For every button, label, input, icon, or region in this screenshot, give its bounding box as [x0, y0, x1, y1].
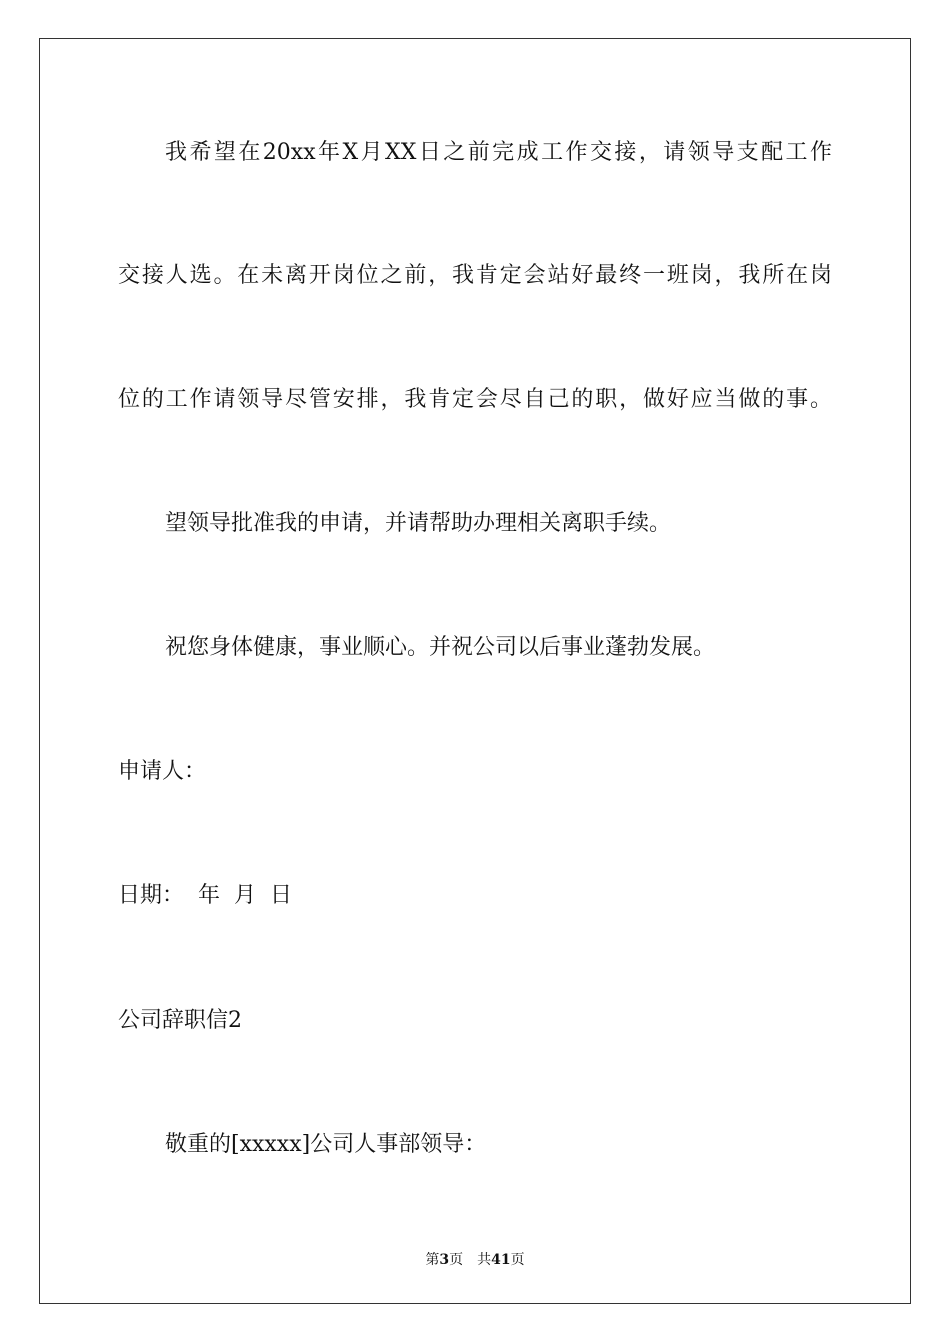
paragraph-line: 交接人选。在未离开岗位之前，我肯定会站好最终一班岗，我所在岗: [118, 263, 832, 288]
footer-total-suffix: 页: [510, 1252, 525, 1268]
applicant-label: 申请人：: [118, 759, 207, 784]
paragraph-line: 位的工作请领导尽管安排，我肯定会尽自己的职，做好应当做的事。: [118, 387, 832, 412]
paragraph-line: 我希望在20xx年X月XX日之前完成工作交接，请领导支配工作: [165, 140, 832, 165]
footer-total-prefix: 共: [477, 1252, 492, 1268]
salutation: 敬重的[xxxxx]公司人事部领导：: [165, 1132, 487, 1157]
paragraph-line: 望领导批准我的申请，并请帮助办理相关离职手续。: [165, 511, 672, 536]
paragraph-line: 祝您身体健康，事业顺心。并祝公司以后事业蓬勃发展。: [165, 635, 716, 660]
section-heading: 公司辞职信2: [118, 1008, 242, 1033]
footer-page-prefix: 第: [425, 1252, 440, 1268]
footer-page-suffix: 页: [449, 1252, 464, 1268]
page-footer: [0, 1249, 950, 1269]
footer-page-number: 3: [439, 1252, 450, 1268]
footer-total-pages: 41: [491, 1252, 511, 1268]
date-label: 日期： 年 月 日: [118, 883, 292, 908]
page-frame: [39, 38, 911, 1304]
